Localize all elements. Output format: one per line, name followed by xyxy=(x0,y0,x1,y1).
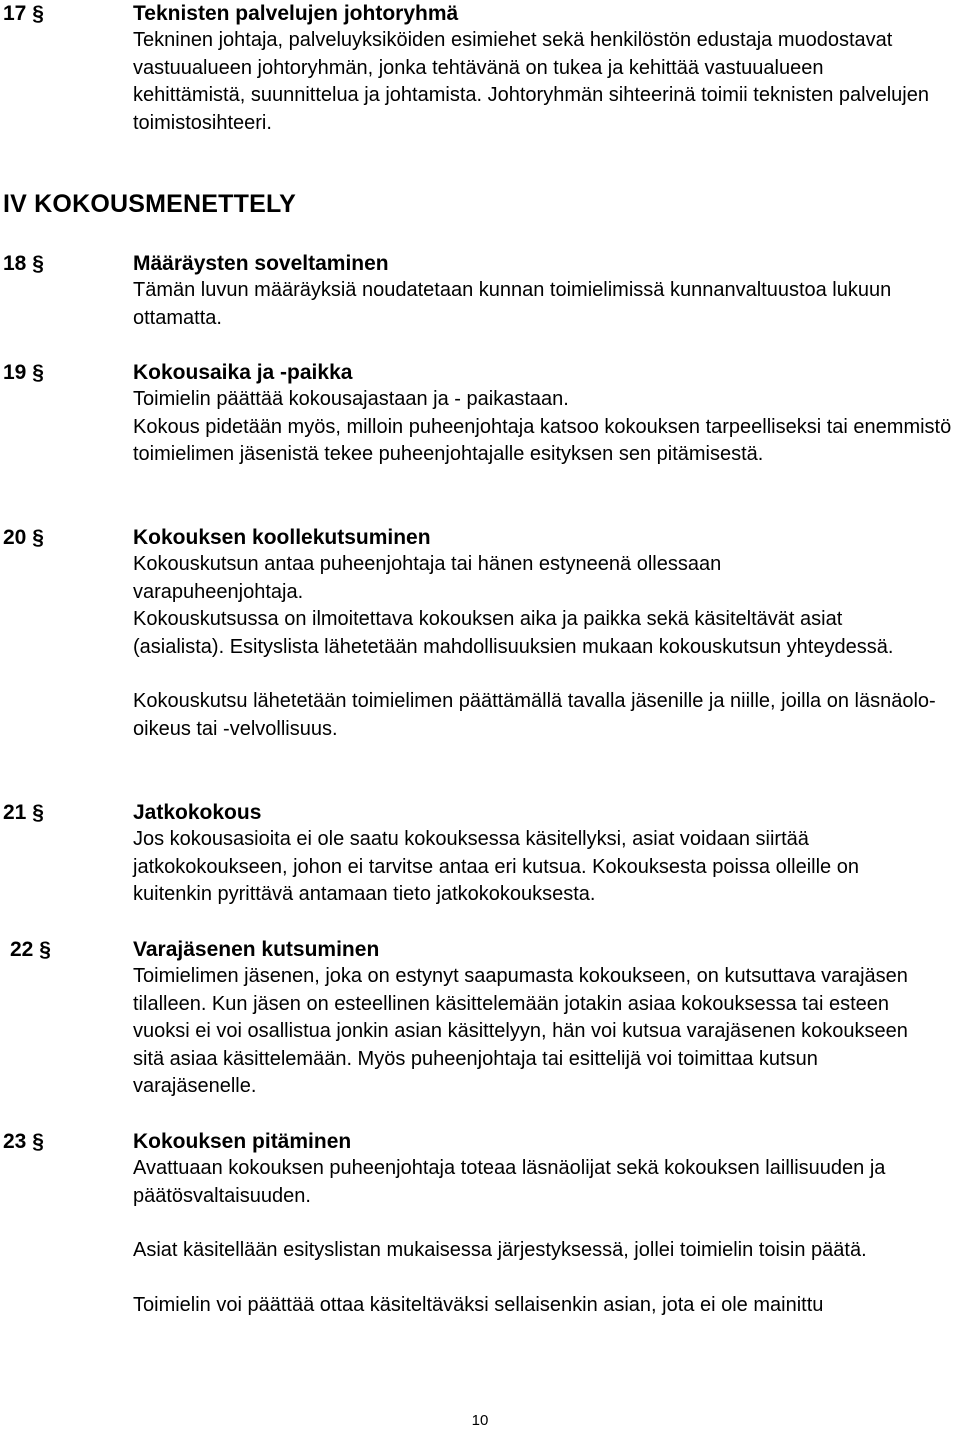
section-title: Teknisten palvelujen johtoryhmä xyxy=(133,2,459,25)
paragraph: Avattuaan kokouksen puheenjohtaja toteaa läsnäolijat sekä kokouksen laillisuuden ja päätösvaltaisuuden. xyxy=(133,1157,886,1207)
section-title: Kokouksen koollekutsuminen xyxy=(133,526,431,549)
paragraph: Toimielin päättää kokousajastaan ja - paikastaan. xyxy=(133,388,569,410)
section-body xyxy=(133,936,959,1101)
paragraph: Kokous pidetään myös, milloin puheenjohtaja katsoo kokouksen tarpeelliseksi tai enemmistö toimielimen jäsenistä tekee puheenjohtajalle esityksen sen pitämisestä. xyxy=(133,415,952,465)
section-title: Varajäsenen kutsuminen xyxy=(133,938,380,961)
paragraph: Tekninen johtaja, palveluyksiköiden esimiehet sekä henkilöstön edustaja muodostavat vastuualueen johtoryhmän, jonka tehtävänä on tukea ja kehittää vastuualueen kehittämistä, suunnittelua ja johtamista. Johtoryhmän sihteerinä toimii teknisten palvelujen toimistosihteeri. xyxy=(133,29,929,134)
paragraph: Jos kokousasioita ei ole saatu kokouksessa käsitellyksi, asiat voidaan siirtää jatkokokoukseen, johon ei tarvitse antaa eri kutsua. Kokouksesta poissa olleille on kuitenkin pyrittävä antamaan tieto jatkokokouksesta. xyxy=(133,828,859,905)
section-title: Kokouksen pitäminen xyxy=(133,1130,352,1153)
section-body xyxy=(133,1128,959,1319)
section-number: 23 § xyxy=(3,1130,44,1153)
section-number: 18 § xyxy=(3,252,44,275)
section-title: Jatkokokous xyxy=(133,801,262,824)
page-number: 10 xyxy=(471,1412,489,1429)
paragraph: Kokouskutsun antaa puheenjohtaja tai hänen estyneenä ollessaan varapuheenjohtaja. xyxy=(133,553,722,603)
section-number: 22 § xyxy=(10,938,51,961)
paragraph: Asiat käsitellään esityslistan mukaisessa järjestyksessä, jollei toimielin toisin päätä. xyxy=(133,1239,867,1261)
paragraph: Toimielin voi päättää ottaa käsiteltäväksi sellaisenkin asian, jota ei ole mainittu xyxy=(133,1293,824,1316)
section-title: Määräysten soveltaminen xyxy=(133,252,389,275)
section-number: 21 § xyxy=(3,801,44,824)
paragraph: Kokouskutsu lähetetään toimielimen päättämällä tavalla jäsenille ja niille, joilla on läsnäolo-oikeus tai -velvollisuus. xyxy=(133,690,936,740)
section-body xyxy=(133,799,959,909)
section-body xyxy=(133,250,959,332)
paragraph: Tämän luvun määräyksiä noudatetaan kunnan toimielimissä kunnanvaltuustoa lukuun ottamatta. xyxy=(133,279,892,329)
section-body xyxy=(133,359,959,469)
section-number: 20 § xyxy=(3,526,44,549)
section-body xyxy=(133,524,959,743)
paragraph: Kokouskutsussa on ilmoitettava kokouksen aika ja paikka sekä käsiteltävät asiat (asialista). Esityslista lähetetään mahdollisuuksien mukaan kokouskutsun yhteydessä. xyxy=(133,608,894,658)
section-title: Kokousaika ja -paikka xyxy=(133,361,353,384)
paragraph: Toimielimen jäsenen, joka on estynyt saapumasta kokoukseen, on kutsuttava varajäsen tilalleen. Kun jäsen on esteellinen käsittelemään jotakin asiaa kokouksessa tai esteen vuoksi ei voi osallistua jonkin asian käsittelyyn, hän voi kutsua varajäsenen kokoukseen sitä asiaa käsittelemään. Myös puheenjohtaja tai esittelijä voi toimittaa kutsun varajäsenelle. xyxy=(133,965,908,1097)
chapter-heading: IV KOKOUSMENETTELY xyxy=(3,190,296,218)
section-number: 17 § xyxy=(3,2,44,25)
section-number: 19 § xyxy=(3,361,44,384)
section-body xyxy=(133,0,959,137)
